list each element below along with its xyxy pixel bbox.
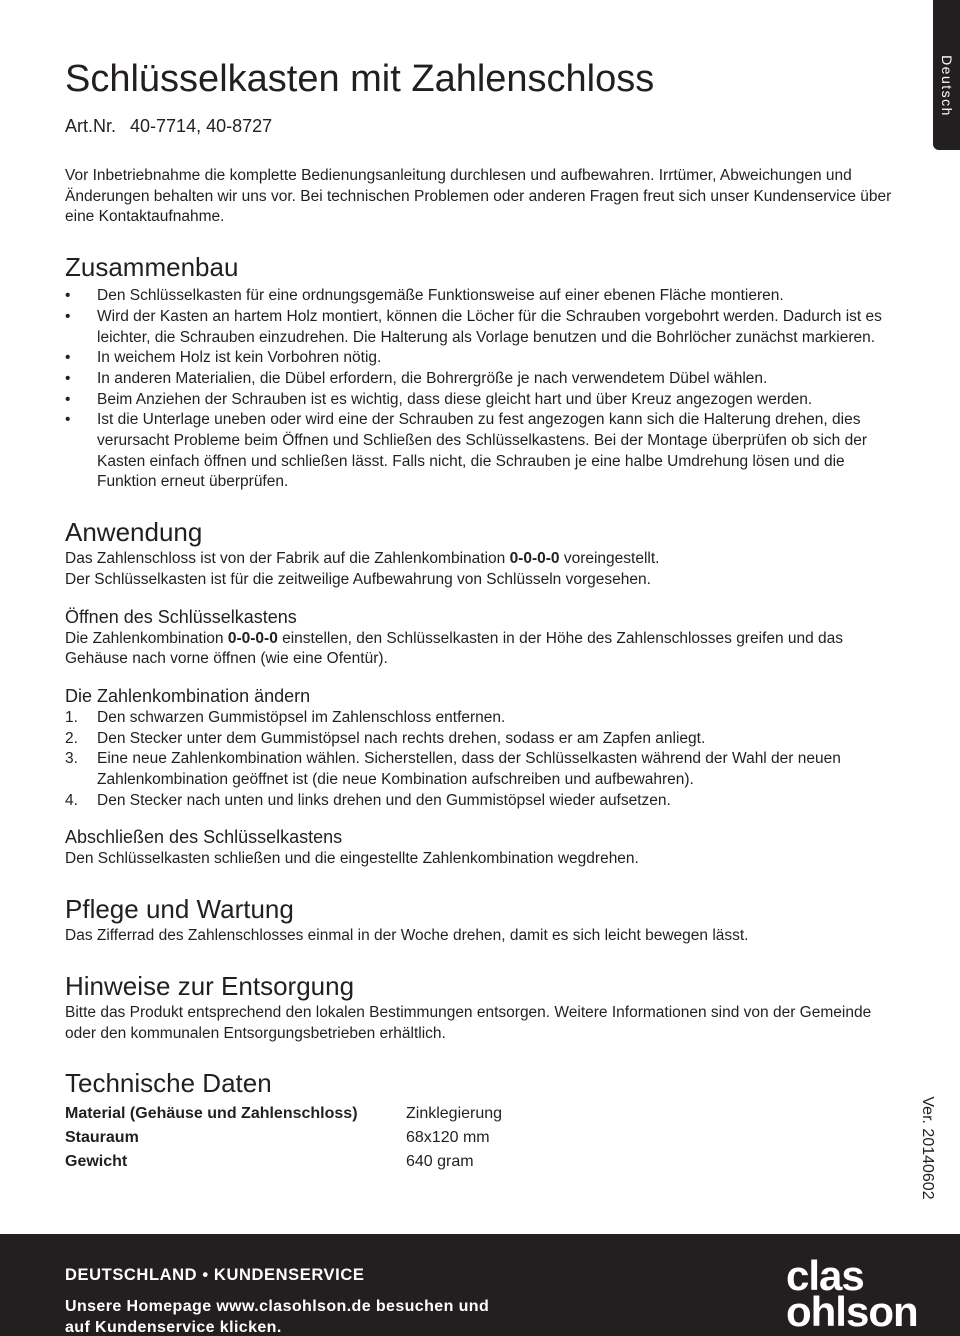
article-number [65,114,905,138]
care-heading: Pflege und Wartung [65,894,294,925]
article-number-value: 40-7714, 40-8727 [130,116,273,136]
usage-line-1 [65,549,905,570]
spec-value: 640 gram [406,1153,474,1171]
homepage-line-1: Unsere Homepage www.clasohlson.de besuchen und [65,1298,490,1315]
spec-key: Gewicht [65,1153,128,1171]
clas-ohlson-logo [786,1252,936,1335]
step-number: 1. [65,708,78,726]
table-row [65,1126,502,1150]
assembly-heading: Zusammenbau [65,252,239,283]
language-tab [933,0,960,150]
table-row [65,1102,502,1126]
document-title: Schlüsselkasten mit Zahlenschloss [65,58,655,100]
step-number: 4. [65,791,78,809]
list-item: • Wird der Kasten an hartem Holz montiert, können die Löcher für die Schrauben vorgebohrt werden. Dadurch ist es leichter, die Schrauben einzudrehen. Die Halterung als Vorlage benutzen und die Bohrlöcher zunächst markieren. [65,307,905,348]
customer-service-label: DEUTSCHLAND • KUNDENSERVICE [65,1266,365,1284]
list-item: • Den Schlüsselkasten für eine ordnungsgemäße Funktionsweise auf einer ebenen Fläche montieren. [65,286,905,307]
assembly-list [65,286,905,493]
disposal-heading: Hinweise zur Entsorgung [65,970,355,1001]
opening-heading: Öffnen des Schlüsselkastens [65,606,297,627]
logo-line-1: clas [786,1252,864,1299]
list-item [65,791,905,812]
list-item: • In weichem Holz ist kein Vorbohren nötig. [65,348,905,369]
spec-value: 68x120 mm [406,1129,490,1147]
list-item [65,708,905,729]
disposal-paragraph: Bitte das Produkt entsprechend den lokalen Bestimmungen entsorgen. Weitere Informationen sind von der Gemeinde oder den kommunalen Entsorgungsbetrieben erhältlich. [65,1003,872,1042]
language-tab-label: Deutsch [938,55,955,117]
step-text: Den schwarzen Gummistöpsel im Zahlenschloss entfernen. [97,708,506,726]
specs-heading: Technische Daten [65,1068,272,1099]
change-combo-steps [65,708,905,812]
spec-key: Material (Gehäuse und Zahlenschloss) [65,1105,358,1123]
usage-heading: Anwendung [65,517,203,548]
spec-key: Stauraum [65,1129,139,1147]
homepage-line-2: auf Kundenservice klicken. [65,1319,282,1336]
article-number-label: Art.Nr. [65,116,117,136]
care-paragraph: Das Zifferrad des Zahlenschlosses einmal in der Woche drehen, damit es sich leicht bewegen lässt. [65,927,749,945]
opening-paragraph [65,629,905,670]
list-item: • Beim Anziehen der Schrauben ist es wichtig, dass diese gleicht hart und über Kreuz angezogen werden. [65,390,905,411]
version-label: Ver. 20140602 [919,1096,936,1200]
opening-code: 0-0-0-0 [227,629,278,647]
locking-heading: Abschließen des Schlüsselkastens [65,827,343,848]
table-row [65,1150,502,1174]
list-item: • Ist die Unterlage uneben oder wird eine der Schrauben zu fest angezogen kann sich die Halterung drehen, dies verursacht Probleme beim Öffnen und Schließen des Schlüsselkastens. Bei der Montage überprüfen ob sich der Kasten einfach öffnen und schließen lässt. Falls nicht, die Schrauben je eine halbe Umdrehung lösen und die Funktion erneut überprüfen. [65,410,905,493]
list-item [65,749,905,790]
usage-text-pre: Das Zahlenschloss ist von der Fabrik auf die Zahlenkombination [65,550,510,568]
homepage-text [65,1296,565,1336]
spec-value: Zinklegierung [406,1105,503,1123]
step-text: Den Stecker nach unten und links drehen und den Gummistöpsel wieder aufsetzen. [97,791,671,809]
specs-table [65,1102,502,1174]
opening-text-pre: Die Zahlenkombination [65,629,228,647]
logo-line-2: ohlson [786,1288,918,1335]
locking-paragraph: Den Schlüsselkasten schließen und die eingestellte Zahlenkombination wegdrehen. [65,850,639,868]
default-code: 0-0-0-0 [509,550,560,568]
step-number: 2. [65,729,78,747]
usage-text-post: voreingestellt. [559,550,660,568]
list-item [65,729,905,750]
list-item: • In anderen Materialien, die Dübel erfordern, die Bohrergröße je nach verwendetem Dübel wählen. [65,369,905,390]
step-text: Den Stecker unter dem Gummistöpsel nach rechts drehen, sodass er am Zapfen anliegt. [97,729,706,747]
step-number: 3. [65,750,78,768]
document-body [65,52,905,1174]
change-combo-heading: Die Zahlenkombination ändern [65,685,311,706]
step-text: Eine neue Zahlenkombination wählen. Sicherstellen, dass der Schlüsselkasten während der Wahl der neuen Zahlenkombination geöffnet ist (die neue Kombination aufschreiben und aufbewahren). [97,750,841,789]
footer [0,1234,960,1336]
opening-text-post: einstellen, den Schlüsselkasten in der Höhe des Zahlenschlosses greifen und das Gehäuse nach vorne öffnen (wie eine Ofentür). [65,629,844,668]
usage-line-2: Der Schlüsselkasten ist für die zeitweilige Aufbewahrung von Schlüsseln vorgesehen. [65,570,651,588]
intro-paragraph: Vor Inbetriebnahme die komplette Bedienungsanleitung durchlesen und aufbewahren. Irrtümer, Abweichungen und Änderungen behalten wir uns vor. Bei technischen Problemen oder anderen Fragen freut sich unser Kundenservice über eine Kontaktaufnahme. [65,167,892,226]
